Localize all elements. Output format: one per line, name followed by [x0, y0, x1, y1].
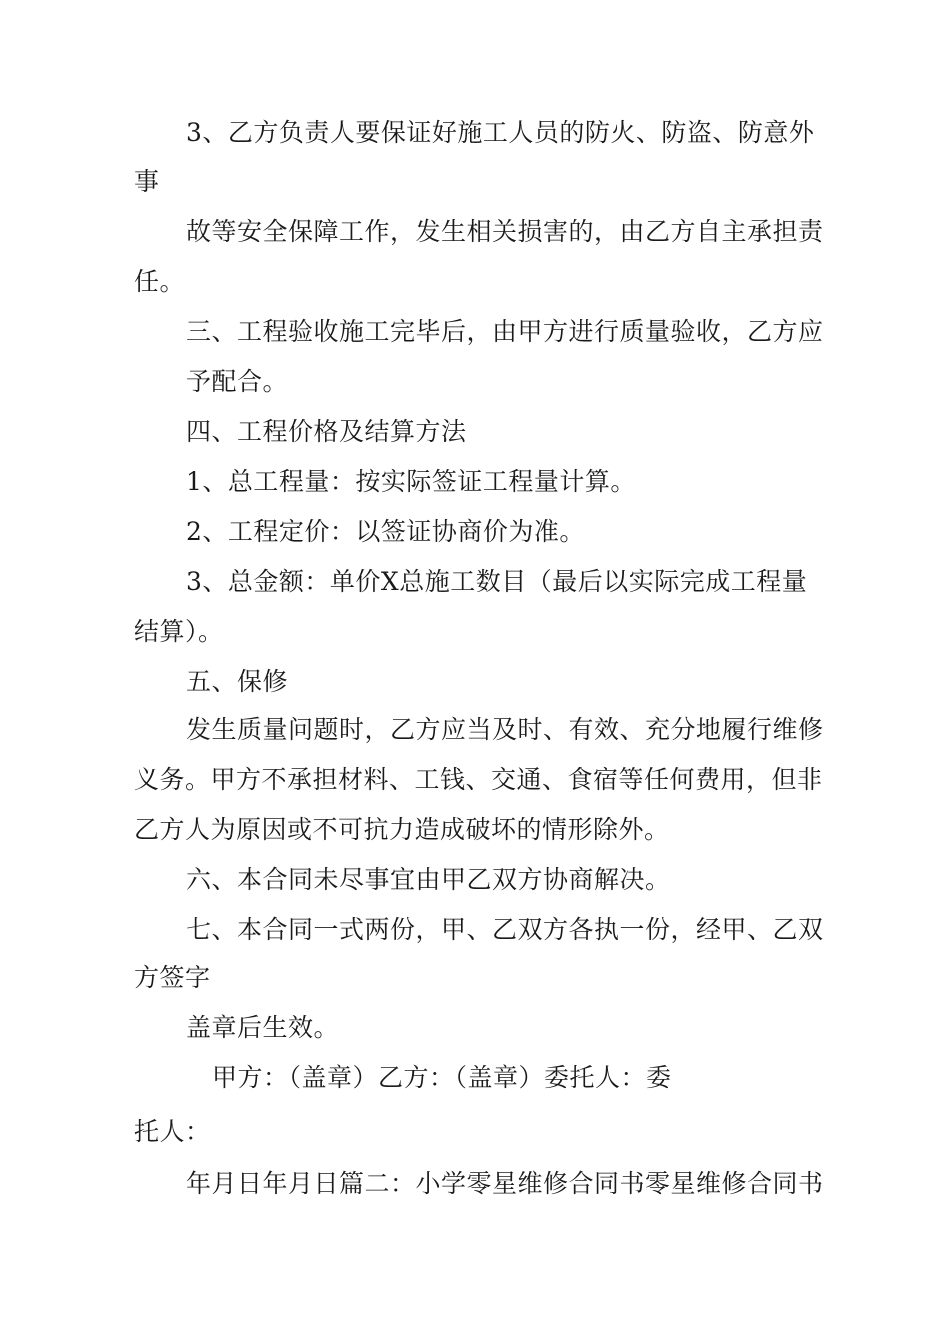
paragraph-line: 2、工程定价：以签证协商价为准。: [186, 517, 585, 546]
section-heading: 四、工程价格及结算方法: [186, 417, 467, 446]
paragraph-line: 结算）。: [134, 617, 224, 646]
paragraph-line: 三、工程验收施工完毕后，由甲方进行质量验收，乙方应: [186, 317, 824, 346]
paragraph-line: 发生质量问题时，乙方应当及时、有效、充分地履行维修: [186, 715, 824, 744]
paragraph-line: 3、乙方负责人要保证好施工人员的防火、防盗、防意外: [186, 118, 815, 147]
paragraph-line: 六、本合同未尽事宜由甲乙双方协商解决。: [186, 865, 671, 894]
paragraph-line: 任。: [134, 267, 186, 296]
paragraph-line: 事: [134, 167, 160, 196]
paragraph-line: 乙方人为原因或不可抗力造成破坏的情形除外。: [134, 815, 670, 844]
paragraph-line: 年月日年月日篇二：小学零星维修合同书零星维修合同书: [186, 1169, 824, 1198]
paragraph-line: 予配合。: [186, 367, 289, 396]
paragraph-line: 1、总工程量：按实际签证工程量计算。: [186, 467, 636, 496]
signature-line: 托人：: [134, 1117, 211, 1146]
paragraph-line: 方签字: [134, 963, 211, 992]
signature-line: 甲方：（盖章）乙方：（盖章）委托人：委: [212, 1063, 672, 1092]
paragraph-line: 盖章后生效。: [186, 1013, 340, 1042]
paragraph-line: 七、本合同一式两份，甲、乙双方各执一份，经甲、乙双: [186, 915, 824, 944]
paragraph-line: 故等安全保障工作，发生相关损害的，由乙方自主承担责: [186, 217, 824, 246]
section-heading: 五、保修: [186, 667, 289, 696]
paragraph-line: 3、总金额：单价X总施工数目（最后以实际完成工程量: [186, 567, 808, 596]
paragraph-line: 义务。甲方不承担材料、工钱、交通、食宿等任何费用，但非: [134, 765, 823, 794]
